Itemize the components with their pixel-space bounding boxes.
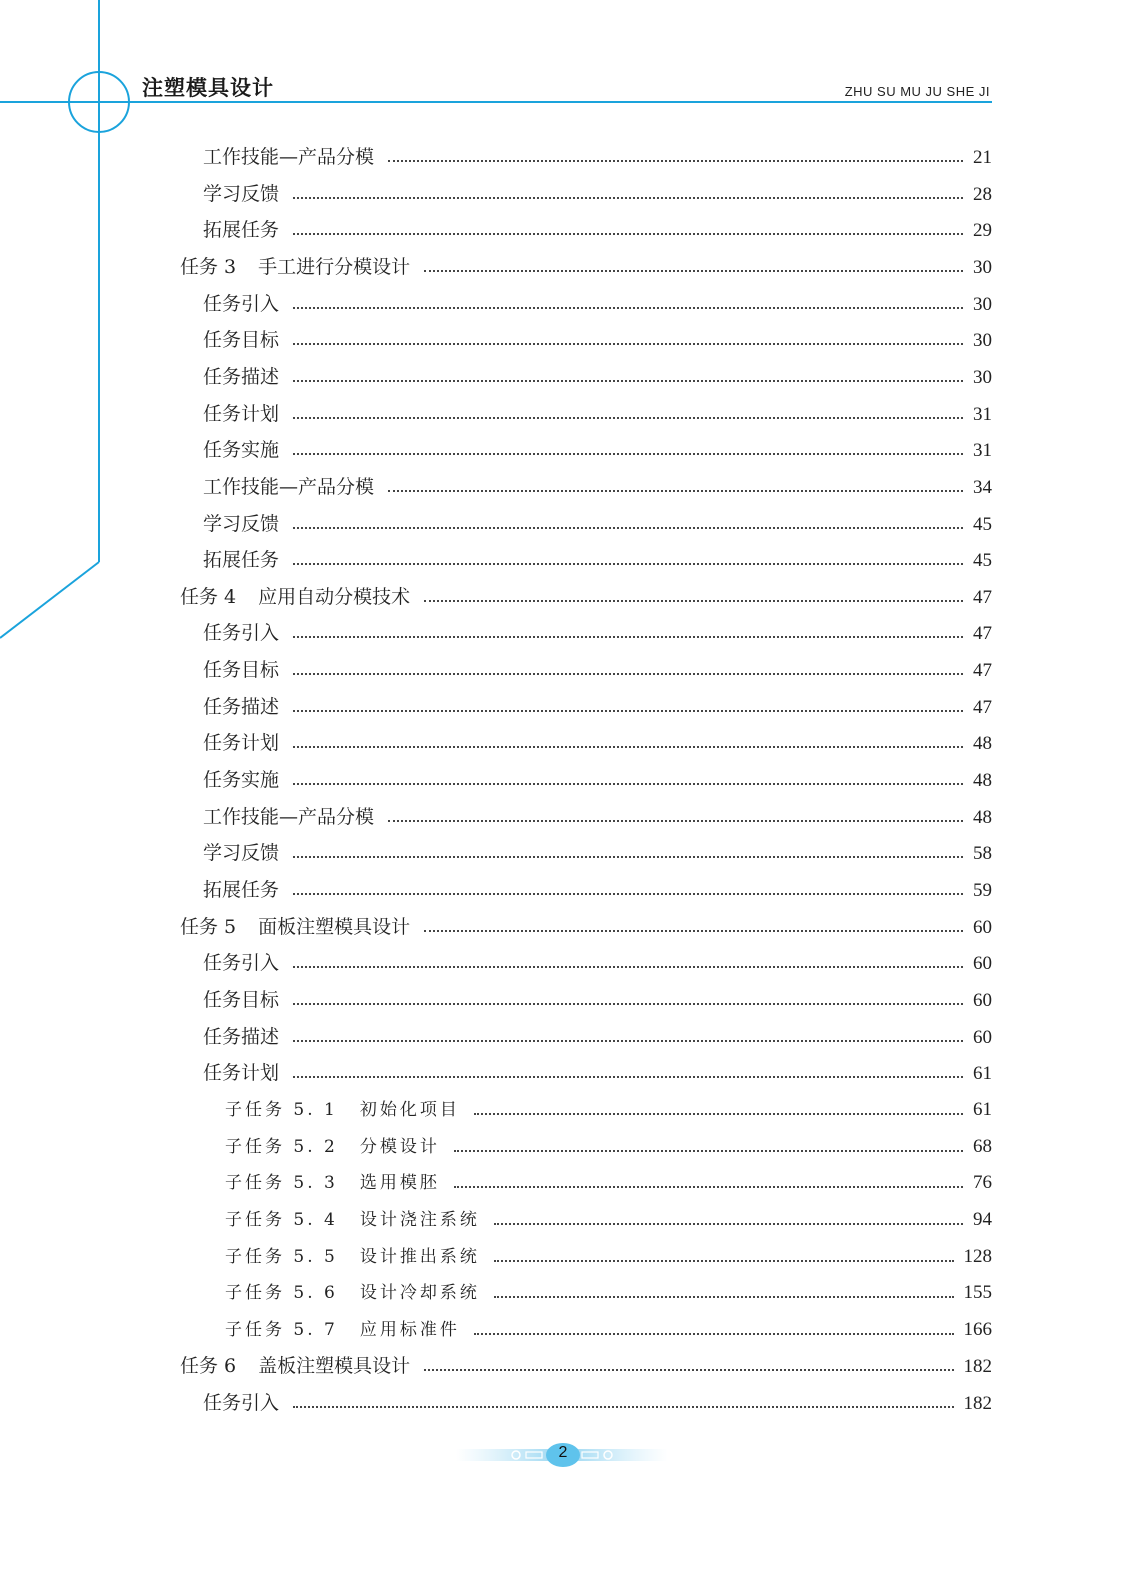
toc-dot-leader xyxy=(424,928,963,932)
toc-dot-leader xyxy=(494,1221,963,1225)
toc-entry-label: 任务引入 xyxy=(203,1392,280,1414)
toc-entry-page: 34 xyxy=(973,477,992,498)
toc-dot-leader xyxy=(293,854,963,858)
toc-entry-label: 面板注塑模具设计 xyxy=(258,916,411,938)
toc-entry-number: 子任务 5. 2 xyxy=(225,1137,338,1157)
toc-entry-number: 子任务 5. 5 xyxy=(225,1247,338,1267)
toc-entry[interactable] xyxy=(203,875,992,905)
toc-entry-page: 60 xyxy=(973,917,992,938)
toc-entry[interactable] xyxy=(225,1315,992,1345)
toc-dot-leader xyxy=(293,634,963,638)
toc-entry[interactable] xyxy=(203,692,992,722)
toc-entry[interactable] xyxy=(203,985,992,1015)
toc-entry-label: 设计推出系统 xyxy=(359,1247,480,1267)
toc-entry-label: 学习反馈 xyxy=(203,842,280,864)
toc-entry-page: 155 xyxy=(963,1282,992,1303)
toc-dot-leader xyxy=(293,561,963,565)
toc-entry-label: 拓展任务 xyxy=(203,549,280,571)
toc-entry[interactable] xyxy=(203,838,992,868)
toc-entry-page: 68 xyxy=(973,1136,992,1157)
toc-entry[interactable] xyxy=(203,142,992,172)
toc-entry-label: 学习反馈 xyxy=(203,183,280,205)
toc-entry[interactable] xyxy=(225,1095,992,1125)
toc-dot-leader xyxy=(388,488,963,492)
toc-dot-leader xyxy=(293,708,963,712)
toc-entry[interactable] xyxy=(203,765,992,795)
page-number: 2 xyxy=(558,1444,568,1461)
toc-entry[interactable] xyxy=(203,1388,992,1418)
toc-entry-number: 子任务 5. 1 xyxy=(225,1100,338,1120)
toc-entry[interactable] xyxy=(203,325,992,355)
toc-entry-label: 任务描述 xyxy=(203,1026,280,1048)
toc-dot-leader xyxy=(293,195,963,199)
toc-entry-label: 工作技能—产品分模 xyxy=(203,476,375,498)
toc-entry-label: 任务目标 xyxy=(203,989,280,1011)
toc-entry-page: 60 xyxy=(973,953,992,974)
toc-entry-page: 45 xyxy=(973,550,992,571)
toc-entry[interactable] xyxy=(203,618,992,648)
toc-entry-label: 任务引入 xyxy=(203,293,280,315)
toc-entry-label: 任务计划 xyxy=(203,732,280,754)
toc-entry-label: 任务计划 xyxy=(203,1062,280,1084)
toc-entry-page: 48 xyxy=(973,733,992,754)
toc-dot-leader xyxy=(293,1074,963,1078)
toc-entry-label: 工作技能—产品分模 xyxy=(203,806,375,828)
toc-dot-leader xyxy=(388,158,963,162)
toc-entry-number: 任务 3 xyxy=(180,256,237,278)
toc-entry-page: 47 xyxy=(973,587,992,608)
toc-entry[interactable] xyxy=(225,1132,992,1162)
toc-dot-leader xyxy=(293,891,963,895)
toc-dot-leader xyxy=(474,1111,963,1115)
toc-entry-label: 任务引入 xyxy=(203,952,280,974)
toc-entry-label: 选用模胚 xyxy=(359,1173,440,1193)
toc-entry-number: 子任务 5. 4 xyxy=(225,1210,338,1230)
toc-entry[interactable] xyxy=(203,399,992,429)
toc-entry[interactable] xyxy=(225,1205,992,1235)
toc-entry-label: 分模设计 xyxy=(359,1137,440,1157)
toc-entry-page: 166 xyxy=(963,1319,992,1340)
toc-entry[interactable] xyxy=(203,728,992,758)
toc-entry-number: 子任务 5. 7 xyxy=(225,1320,338,1340)
toc-entry-page: 29 xyxy=(973,220,992,241)
toc-entry-label: 任务实施 xyxy=(203,769,280,791)
toc-dot-leader xyxy=(424,598,963,602)
toc-entry-page: 28 xyxy=(973,184,992,205)
toc-entry-number: 任务 6 xyxy=(180,1355,237,1377)
toc-entry-page: 48 xyxy=(973,770,992,791)
toc-dot-leader xyxy=(293,341,963,345)
toc-dot-leader xyxy=(494,1258,954,1262)
toc-entry-page: 61 xyxy=(973,1063,992,1084)
toc-entry-label: 初始化项目 xyxy=(359,1100,460,1120)
running-header-pinyin: ZHU SU MU JU SHE JI xyxy=(844,84,990,99)
toc-entry-page: 30 xyxy=(973,330,992,351)
toc-entry-page: 182 xyxy=(963,1356,992,1377)
toc-entry[interactable] xyxy=(203,362,992,392)
toc-entry[interactable] xyxy=(203,509,992,539)
toc-entry-page: 182 xyxy=(963,1393,992,1414)
toc-entry-page: 94 xyxy=(973,1209,992,1230)
toc-entry-page: 76 xyxy=(973,1172,992,1193)
toc-dot-leader xyxy=(293,451,963,455)
toc-entry-page: 30 xyxy=(973,257,992,278)
toc-entry-page: 59 xyxy=(973,880,992,901)
toc-entry[interactable] xyxy=(225,1242,992,1272)
toc-entry-page: 21 xyxy=(973,147,992,168)
toc-entry-number: 子任务 5. 3 xyxy=(225,1173,338,1193)
toc-dot-leader xyxy=(293,415,963,419)
toc-entry-label: 任务描述 xyxy=(203,366,280,388)
toc-dot-leader xyxy=(293,305,963,309)
toc-entry[interactable] xyxy=(203,435,992,465)
toc-dot-leader xyxy=(494,1294,954,1298)
toc-entry[interactable] xyxy=(180,252,992,282)
toc-entry[interactable] xyxy=(203,215,992,245)
toc-entry-label: 任务目标 xyxy=(203,329,280,351)
toc-entry-label: 任务引入 xyxy=(203,622,280,644)
toc-entry-label: 任务描述 xyxy=(203,696,280,718)
toc-entry-number: 任务 5 xyxy=(180,916,237,938)
toc-dot-leader xyxy=(424,1367,953,1371)
running-header-title: 注塑模具设计 xyxy=(142,76,274,100)
toc-entry-page: 48 xyxy=(973,807,992,828)
toc-entry[interactable] xyxy=(203,179,992,209)
toc-dot-leader xyxy=(293,1001,963,1005)
toc-entry-label: 设计浇注系统 xyxy=(359,1210,480,1230)
toc-entry-label: 应用自动分模技术 xyxy=(258,586,411,608)
toc-entry-label: 设计冷却系统 xyxy=(359,1283,480,1303)
toc-entry-label: 任务实施 xyxy=(203,439,280,461)
toc-entry-label: 学习反馈 xyxy=(203,513,280,535)
toc-entry-page: 31 xyxy=(973,404,992,425)
toc-dot-leader xyxy=(293,525,963,529)
toc-dot-leader xyxy=(293,378,963,382)
toc-entry[interactable] xyxy=(225,1278,992,1308)
toc-entry[interactable] xyxy=(225,1168,992,1198)
toc-entry-label: 拓展任务 xyxy=(203,879,280,901)
toc-dot-leader xyxy=(293,1038,963,1042)
toc-entry-page: 45 xyxy=(973,514,992,535)
toc-entry[interactable] xyxy=(180,1351,992,1381)
toc-entry-page: 58 xyxy=(973,843,992,864)
toc-dot-leader xyxy=(454,1184,963,1188)
toc-dot-leader xyxy=(454,1148,963,1152)
toc-entry[interactable] xyxy=(203,545,992,575)
toc-entry[interactable] xyxy=(203,1058,992,1088)
toc-entry-number: 任务 4 xyxy=(180,586,237,608)
toc-entry[interactable] xyxy=(203,472,992,502)
toc-entry-label: 拓展任务 xyxy=(203,219,280,241)
toc-entry[interactable] xyxy=(203,1022,992,1052)
toc-dot-leader xyxy=(293,231,963,235)
toc-entry[interactable] xyxy=(203,655,992,685)
toc-dot-leader xyxy=(474,1331,954,1335)
toc-dot-leader xyxy=(388,818,963,822)
toc-entry-page: 47 xyxy=(973,660,992,681)
toc-dot-leader xyxy=(293,964,963,968)
toc-entry-page: 47 xyxy=(973,623,992,644)
page-number-badge xyxy=(456,1440,668,1470)
toc-entry-page: 60 xyxy=(973,990,992,1011)
toc-dot-leader xyxy=(293,1404,953,1408)
toc-entry-number: 子任务 5. 6 xyxy=(225,1283,338,1303)
toc-entry-page: 31 xyxy=(973,440,992,461)
toc-entry[interactable] xyxy=(203,802,992,832)
toc-entry[interactable] xyxy=(180,912,992,942)
toc-entry-label: 工作技能—产品分模 xyxy=(203,146,375,168)
toc-entry-page: 60 xyxy=(973,1027,992,1048)
toc-dot-leader xyxy=(424,268,963,272)
toc-entry-page: 61 xyxy=(973,1099,992,1120)
toc-dot-leader xyxy=(293,744,963,748)
toc-entry-page: 30 xyxy=(973,294,992,315)
toc-entry-label: 手工进行分模设计 xyxy=(258,256,411,278)
toc-dot-leader xyxy=(293,781,963,785)
toc-entry-label: 任务计划 xyxy=(203,403,280,425)
toc-entry-page: 47 xyxy=(973,697,992,718)
toc-entry-label: 应用标准件 xyxy=(359,1320,460,1340)
toc-entry-page: 128 xyxy=(963,1246,992,1267)
toc-entry[interactable] xyxy=(180,582,992,612)
toc-dot-leader xyxy=(293,671,963,675)
toc-entry-label: 任务目标 xyxy=(203,659,280,681)
toc-entry[interactable] xyxy=(203,948,992,978)
toc-entry-label: 盖板注塑模具设计 xyxy=(258,1355,411,1377)
toc-entry-page: 30 xyxy=(973,367,992,388)
toc-entry[interactable] xyxy=(203,289,992,319)
